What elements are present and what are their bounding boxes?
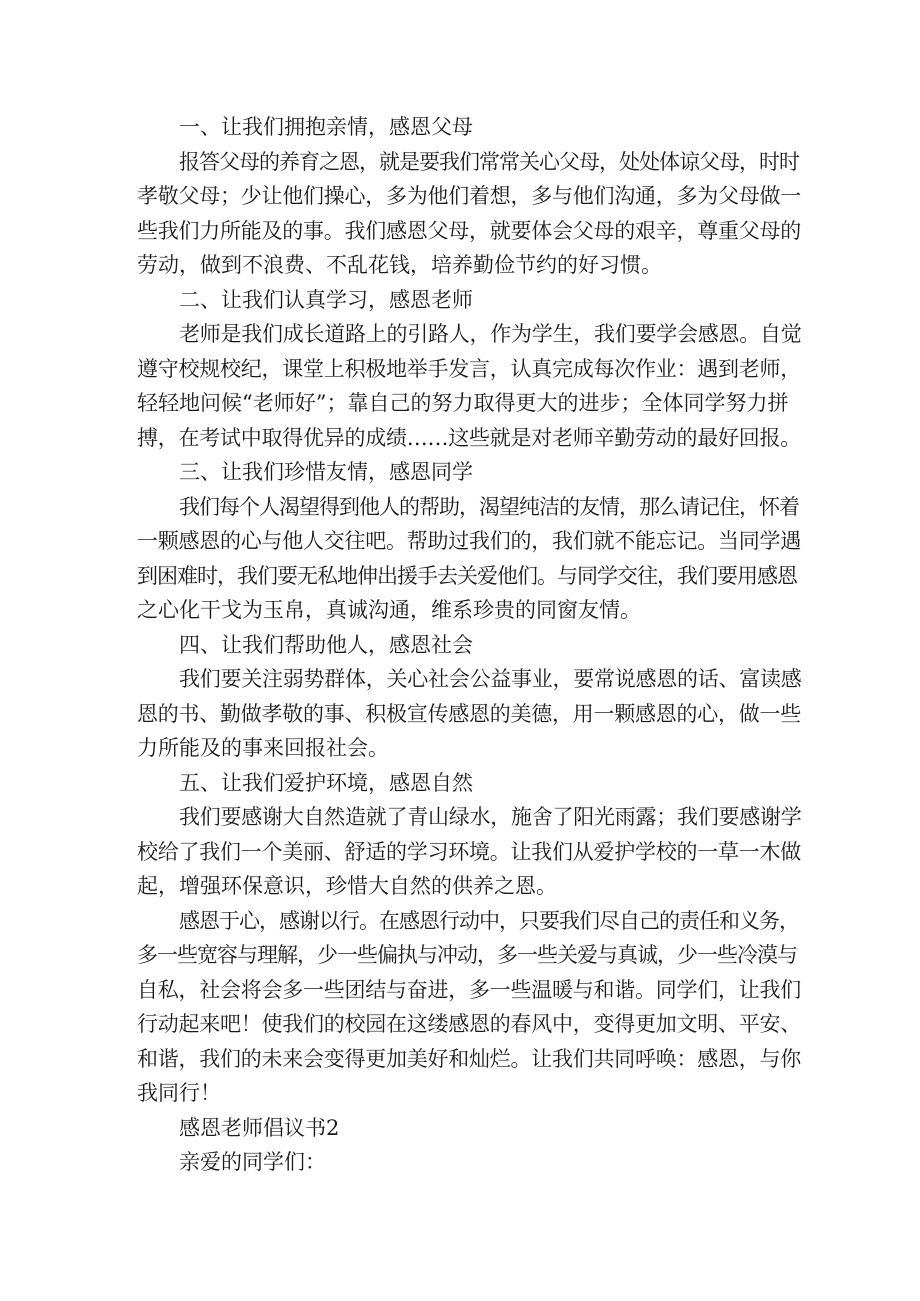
text-line: 到困难时，我们要无私地伸出援手去关爱他们。与同学交往，我们要用感恩 — [137, 563, 797, 588]
text-line: 孝敬父母；少让他们操心，多为他们着想，多与他们沟通，多为父母做一 — [137, 184, 801, 208]
text-line: 搏，在考试中取得优异的成绩……这些就是对老师辛勤劳动的最好回报。 — [137, 425, 801, 450]
text-line: 一、让我们拥抱亲情，感恩父母 — [179, 115, 473, 139]
text-line: 校给了我们一个美丽、舒适的学习环境。让我们从爱护学校的一草一木做 — [137, 839, 801, 864]
text-line: 恩的书、勤做孝敬的事、积极宣传感恩的美德，用一颗感恩的心，做一些 — [137, 701, 801, 726]
text-line: 报答父母的养育之恩，就是要我们常常关心父母，处处体谅父母，时时 — [179, 149, 799, 174]
text-line: 轻轻地问候“老师好”；靠自己的努力取得更大的进步；全体同学努力拼 — [137, 391, 789, 415]
text-line: 我们要关注弱势群体，关心社会公益事业，要常说感恩的话、富读感 — [179, 667, 802, 691]
text-line: 我同行！ — [137, 1081, 221, 1105]
text-line: 四、让我们帮助他人，感恩社会 — [179, 632, 473, 657]
text-line: 自私，社会将会多一些团结与奋进，多一些温暖与和谐。同学们，让我们 — [137, 977, 801, 1002]
text-line: 些我们力所能及的事。我们感恩父母，就要体会父母的艰辛，尊重父母的 — [137, 218, 801, 243]
text-line: 我们每个人渴望得到他人的帮助，渴望纯洁的友情，那么请记住，怀着 — [179, 494, 799, 519]
text-line: 力所能及的事来回报社会。 — [137, 736, 389, 760]
text-line: 一颗感恩的心与他人交往吧。帮助过我们的，我们就不能忘记。当同学遇 — [137, 529, 801, 553]
text-line: 我们要感谢大自然造就了青山绿水，施舍了阳光雨露；我们要感谢学 — [179, 805, 802, 829]
text-line: 五、让我们爱护环境，感恩自然 — [179, 770, 473, 795]
text-line: 二、让我们认真学习，感恩老师 — [179, 287, 473, 312]
text-line: 行动起来吧！使我们的校园在这缕感恩的春风中，变得更加文明、平安、 — [137, 1012, 801, 1036]
text-line: 老师是我们成长道路上的引路人，作为学生，我们要学会感恩。自觉 — [179, 322, 802, 346]
text-line: 之心化干戈为玉帛，真诚沟通，维系珍贵的同窗友情。 — [137, 598, 641, 622]
text-line: 感恩老师倡议书2 — [179, 1115, 340, 1140]
text-line: 多一些宽容与理解，少一些偏执与冲动，多一些关爱与真诚，少一些冷漠与 — [137, 943, 797, 967]
text-line: 起，增强环保意识，珍惜大自然的供养之恩。 — [137, 874, 557, 898]
document-body — [137, 110, 802, 1180]
text-line: 劳动，做到不浪费、不乱花钱，培养勤俭节约的好习惯。 — [137, 253, 662, 277]
text-line: 亲爱的同学们： — [179, 1150, 326, 1174]
text-line: 感恩于心，感谢以行。在感恩行动中，只要我们尽自己的责任和义务， — [179, 908, 799, 933]
text-line: 遵守校规校纪，课堂上积极地举手发言，认真完成每次作业：遇到老师， — [137, 356, 801, 381]
text-line: 和谐，我们的未来会变得更加美好和灿烂。让我们共同呼唤：感恩，与你 — [137, 1046, 801, 1071]
text-line: 三、让我们珍惜友情，感恩同学 — [179, 460, 473, 484]
